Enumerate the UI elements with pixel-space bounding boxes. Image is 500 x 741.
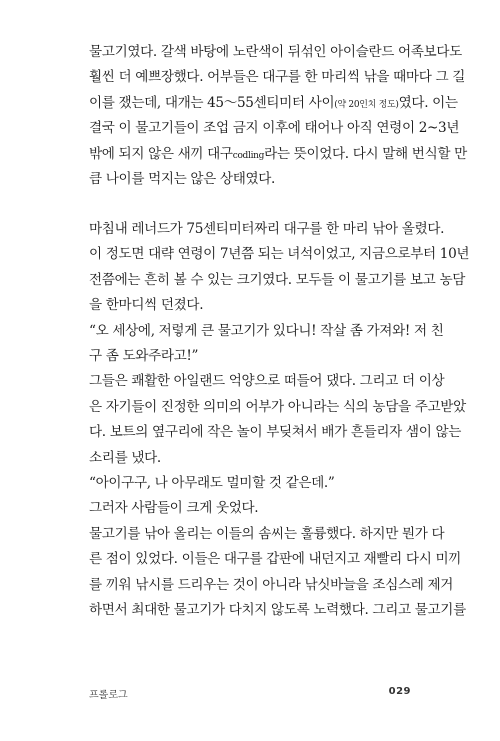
text-line: 마침내 레너드가 75센티미터짜리 대구를 한 마리 낚아 올렸다. bbox=[89, 220, 445, 237]
text-line: “오 세상에, 저렇게 큰 물고기가 있다니! 작살 좀 가져와! 저 친 bbox=[89, 322, 444, 339]
text-line: “아이구구, 나 아무래도 멀미할 것 같은데.” bbox=[89, 474, 335, 491]
text-line: 훨씬 더 예쁘장했다. 어부들은 대구를 한 마리씩 낚을 때마다 그 길 bbox=[89, 69, 466, 86]
text-line: 물고기를 낚아 올리는 이들의 솜씨는 훌륭했다. 하지만 뭔가 다 bbox=[89, 525, 445, 542]
text-line: 그러자 사람들이 크게 웃었다. bbox=[89, 500, 259, 517]
inline-annotation: (약 20인치 정도) bbox=[334, 99, 399, 110]
text-line: 하면서 최대한 물고기가 다치지 않도록 노력했다. 그리고 물고기를 bbox=[89, 601, 466, 618]
text-line: 이를 쟀는데, 대개는 45～55센티미터 사이(약 20인치 정도)였다. 이는 bbox=[89, 94, 458, 111]
running-footer-title: 프롤로그 bbox=[89, 690, 128, 701]
text-line: 밖에 되지 않은 새끼 대구codling라는 뜻이었다. 다시 말해 번식할 만 bbox=[89, 145, 467, 162]
text-line: 를 끼워 낚시를 드리우는 것이 아니라 낚싯바늘을 조심스레 제거 bbox=[89, 576, 454, 593]
page-number: 029 bbox=[388, 686, 411, 697]
text-line: 구 좀 도와주라고!” bbox=[89, 347, 199, 364]
text-line: 이 정도면 대략 연령이 7년쯤 되는 녀석이었고, 지금으로부터 10년 bbox=[89, 246, 470, 263]
inline-annotation: codling bbox=[232, 150, 265, 161]
text-line: 물고기였다. 갈색 바탕에 노란색이 뒤섞인 아이슬란드 어족보다도 bbox=[89, 44, 462, 60]
text-line: 큼 나이를 먹지는 않은 상태였다. bbox=[89, 171, 276, 187]
text-line: 결국 이 물고기들이 조업 금지 이후에 태어나 아직 연령이 2~3년 bbox=[89, 120, 460, 137]
text-line: 을 한마디씩 던졌다. bbox=[89, 297, 204, 314]
text-line: 소리를 냈다. bbox=[89, 449, 161, 466]
text-line: 그들은 쾌활한 아일랜드 억양으로 떠들어 댔다. 그리고 더 이상 bbox=[89, 373, 445, 390]
text-line: 전쯤에는 흔히 볼 수 있는 크기였다. 모두들 이 물고기를 보고 농담 bbox=[89, 271, 466, 288]
text-line: 다. 보트의 옆구리에 작은 놀이 부딪쳐서 배가 흔들리자 샘이 않는 bbox=[89, 424, 462, 441]
text-line: 은 자기들이 진정한 의미의 어부가 아니라는 식의 농담을 주고받았 bbox=[89, 398, 466, 415]
text-line: 른 점이 있었다. 이들은 대구를 갑판에 내던지고 재빨리 다시 미끼 bbox=[89, 551, 462, 568]
